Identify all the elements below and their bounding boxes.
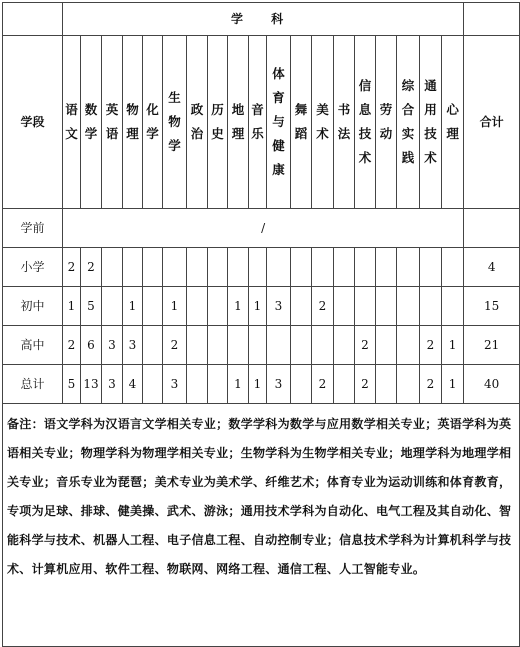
- count-cell: [102, 287, 123, 326]
- count-cell: 1: [228, 287, 249, 326]
- subject-header: [249, 36, 267, 209]
- count-cell: [397, 248, 420, 287]
- count-cell: 2: [355, 365, 376, 404]
- count-cell: [208, 248, 228, 287]
- subject-header: [442, 36, 464, 209]
- count-cell: [355, 248, 376, 287]
- count-cell: 1: [228, 365, 249, 404]
- count-cell: 2: [63, 326, 81, 365]
- count-cell: [267, 248, 291, 287]
- subject-header: [81, 36, 102, 209]
- subject-header: [208, 36, 228, 209]
- note-text: 备注：语文学科为汉语言文学相关专业；数学学科为数学与应用数学相关专业；英语学科为英语相关专业；物理学科为物理学相关专业；生物学科为生物学相关专业；地理学科为地理学相关专业；音乐专业为琵琶；美术专业为美术学、纤维艺术；体育专业为运动训练和体育教育，专项为足球、排球、健美操、武术、游泳；通用技术学科为自动化、电气工程及其自动化、智能科学与技术、机器人工程、电子信息工程、自动控制专业；信息技术学科为计算机科学与技术、计算机应用、软件工程、物联网、网络工程、通信工程、人工智能专业。: [3, 404, 520, 647]
- stage-cell: 高中: [3, 326, 63, 365]
- subject-allocation-table: [2, 2, 520, 647]
- count-cell: [334, 365, 355, 404]
- subject-header: [376, 36, 397, 209]
- subject-header-label: 生物学: [168, 90, 181, 153]
- count-cell: 1: [442, 326, 464, 365]
- table-row: [3, 209, 520, 248]
- count-cell: [334, 287, 355, 326]
- row-total-cell: [464, 209, 520, 248]
- note-row: [3, 404, 520, 647]
- subject-header-label: 通用技术: [424, 78, 437, 165]
- row-total-cell: 40: [464, 365, 520, 404]
- subject-header: [355, 36, 376, 209]
- count-cell: [208, 287, 228, 326]
- count-cell: 3: [102, 365, 123, 404]
- count-cell: [163, 248, 187, 287]
- count-cell: [143, 287, 163, 326]
- count-cell: [228, 326, 249, 365]
- count-cell: 3: [267, 287, 291, 326]
- subject-header: [102, 36, 123, 209]
- count-cell: [376, 326, 397, 365]
- count-cell: [123, 248, 143, 287]
- count-cell: [420, 248, 442, 287]
- count-cell: 2: [81, 248, 102, 287]
- subject-header: [63, 36, 81, 209]
- count-cell: [420, 287, 442, 326]
- count-cell: 2: [312, 365, 334, 404]
- count-cell: [291, 248, 312, 287]
- subject-header-label: 综合实践: [401, 78, 415, 165]
- corner-cell: [3, 3, 63, 36]
- subject-header-label: 地理: [231, 102, 245, 141]
- count-cell: [312, 248, 334, 287]
- count-cell: 3: [163, 365, 187, 404]
- subject-header-label: 物理: [126, 102, 139, 141]
- count-cell: 1: [123, 287, 143, 326]
- subject-header: [163, 36, 187, 209]
- count-cell: [397, 287, 420, 326]
- count-cell: [208, 365, 228, 404]
- count-cell: [291, 326, 312, 365]
- subject-header: [334, 36, 355, 209]
- count-cell: 3: [123, 326, 143, 365]
- subjects-title: 学 科: [63, 3, 464, 36]
- subject-header: [291, 36, 312, 209]
- count-cell: [187, 248, 208, 287]
- subject-header-label: 政治: [190, 102, 204, 141]
- subject-header: [123, 36, 143, 209]
- subject-header-label: 音乐: [251, 102, 264, 141]
- count-cell: 2: [420, 326, 442, 365]
- subject-header: [228, 36, 249, 209]
- row-total-cell: 4: [464, 248, 520, 287]
- count-cell: [334, 326, 355, 365]
- subject-header: [420, 36, 442, 209]
- count-cell: [291, 365, 312, 404]
- subject-header-label: 书法: [337, 102, 351, 141]
- subject-header-label: 舞蹈: [294, 102, 308, 141]
- row-total-cell: 15: [464, 287, 520, 326]
- count-cell: 1: [63, 287, 81, 326]
- subject-header-label: 历史: [211, 102, 224, 141]
- subject-header: [267, 36, 291, 209]
- count-cell: 1: [442, 365, 464, 404]
- count-cell: 1: [249, 287, 267, 326]
- count-cell: [143, 326, 163, 365]
- count-cell: [143, 365, 163, 404]
- subject-header: [312, 36, 334, 209]
- stage-cell: 小学: [3, 248, 63, 287]
- subject-header-label: 美术: [316, 102, 329, 141]
- table-row: [3, 365, 520, 404]
- count-cell: [376, 287, 397, 326]
- count-cell: [312, 326, 334, 365]
- count-cell: 1: [249, 365, 267, 404]
- count-cell: 2: [355, 326, 376, 365]
- count-cell: 3: [102, 326, 123, 365]
- count-cell: 6: [81, 326, 102, 365]
- count-cell: 2: [420, 365, 442, 404]
- count-cell: [187, 365, 208, 404]
- corner-cell-right: [464, 3, 520, 36]
- count-cell: [291, 287, 312, 326]
- count-cell: [442, 287, 464, 326]
- count-cell: [376, 365, 397, 404]
- count-cell: [102, 248, 123, 287]
- count-cell: [267, 326, 291, 365]
- table-row: [3, 326, 520, 365]
- subject-header-label: 化学: [146, 102, 159, 141]
- stage-cell: 总计: [3, 365, 63, 404]
- count-cell: [249, 326, 267, 365]
- count-cell: 1: [163, 287, 187, 326]
- stage-header: 学段: [3, 36, 63, 209]
- subject-header-label: 数学: [84, 102, 98, 141]
- count-cell: 5: [81, 287, 102, 326]
- table-row: [3, 248, 520, 287]
- count-cell: 3: [267, 365, 291, 404]
- count-cell: 4: [123, 365, 143, 404]
- subject-header: [143, 36, 163, 209]
- subject-header-label: 劳动: [379, 102, 393, 141]
- table-row: [3, 287, 520, 326]
- count-cell: [334, 248, 355, 287]
- subject-header-label: 语文: [65, 102, 78, 141]
- count-cell: [397, 365, 420, 404]
- count-cell: [249, 248, 267, 287]
- row-total-cell: 21: [464, 326, 520, 365]
- not-applicable-cell: /: [63, 209, 464, 248]
- total-header: 合计: [464, 36, 520, 209]
- subject-header-label: 心理: [446, 102, 459, 141]
- subject-header: [187, 36, 208, 209]
- count-cell: [187, 287, 208, 326]
- stage-cell: 初中: [3, 287, 63, 326]
- count-cell: [442, 248, 464, 287]
- subject-header-label: 英语: [105, 102, 119, 141]
- count-cell: [143, 248, 163, 287]
- count-cell: [187, 326, 208, 365]
- count-cell: 5: [63, 365, 81, 404]
- count-cell: [397, 326, 420, 365]
- subject-header-label: 信息技术: [358, 78, 372, 165]
- count-cell: [355, 287, 376, 326]
- stage-cell: 学前: [3, 209, 63, 248]
- count-cell: 2: [63, 248, 81, 287]
- count-cell: [208, 326, 228, 365]
- count-cell: 13: [81, 365, 102, 404]
- count-cell: [376, 248, 397, 287]
- subject-header-label: 体育与健康: [272, 66, 285, 177]
- count-cell: [228, 248, 249, 287]
- count-cell: 2: [312, 287, 334, 326]
- subject-header: [397, 36, 420, 209]
- count-cell: 2: [163, 326, 187, 365]
